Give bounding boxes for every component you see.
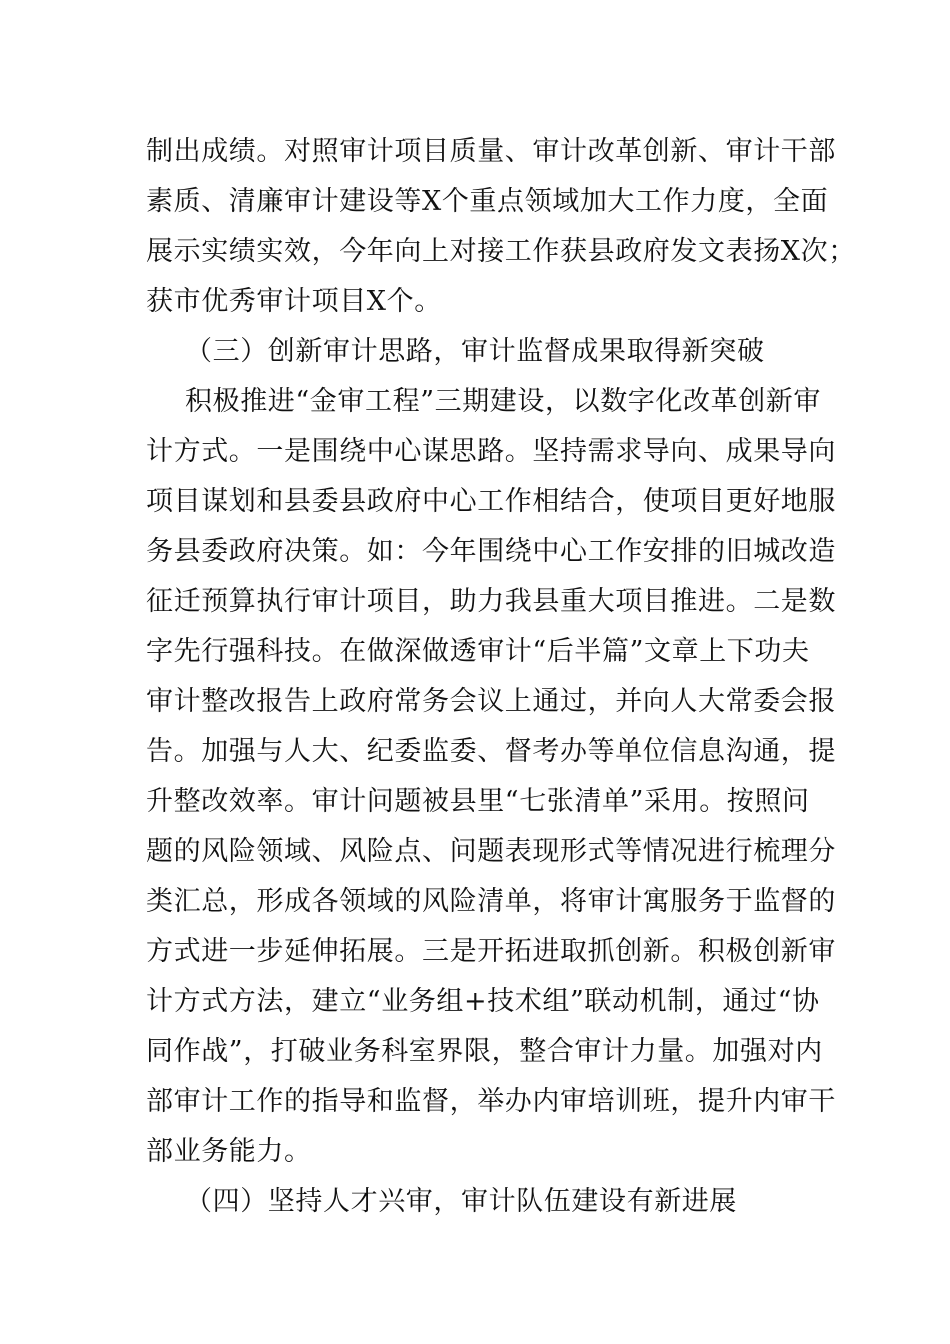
body-text-line: 部业务能力。	[146, 1136, 312, 1167]
body-text-line: 计方式方法，建立“业务组+技术组”联动机制，通过“协	[146, 986, 820, 1017]
body-text-line: 部审计工作的指导和监督，举办内审培训班，提升内审干	[146, 1086, 836, 1117]
section-heading-4: （四）坚持人才兴审，审计队伍建设有新进展	[185, 1186, 737, 1217]
body-text-line: 字先行强科技。在做深做透审计“后半篇”文章上下功夫	[146, 636, 810, 667]
paragraph-first-line: 积极推进“金审工程”三期建设，以数字化改革创新审	[185, 386, 822, 417]
body-text-line: 同作战”，打破业务科室界限，整合审计力量。加强对内	[146, 1036, 823, 1067]
body-text-line: 制出成绩。对照审计项目质量、审计改革创新、审计干部	[146, 136, 836, 167]
body-text-line: 展示实绩实效，今年向上对接工作获县政府发文表扬X次；	[146, 236, 856, 267]
body-text-line: 题的风险领域、风险点、问题表现形式等情况进行梳理分	[146, 836, 836, 867]
body-text-line: 项目谋划和县委县政府中心工作相结合，使项目更好地服	[146, 486, 836, 517]
body-text-line: 计方式。一是围绕中心谋思路。坚持需求导向、成果导向	[146, 436, 836, 467]
body-text-line: 务县委政府决策。如：今年围绕中心工作安排的旧城改造	[146, 536, 836, 567]
body-text-line: 告。加强与人大、纪委监委、督考办等单位信息沟通，提	[146, 736, 836, 767]
body-text-line: 审计整改报告上政府常务会议上通过，并向人大常委会报	[146, 686, 836, 717]
body-text-line: 素质、清廉审计建设等X个重点领域加大工作力度，全面	[146, 186, 829, 217]
body-text-line: 方式进一步延伸拓展。三是开拓进取抓创新。积极创新审	[146, 936, 836, 967]
body-text-line: 征迁预算执行审计项目，助力我县重大项目推进。二是数	[146, 586, 836, 617]
body-text-line: 升整改效率。审计问题被县里“七张清单”采用。按照问	[146, 786, 810, 817]
body-text-line: 类汇总，形成各领域的风险清单，将审计寓服务于监督的	[146, 886, 836, 917]
section-heading-3: （三）创新审计思路，审计监督成果取得新突破	[185, 336, 765, 367]
body-text-line: 获市优秀审计项目X个。	[146, 286, 442, 317]
